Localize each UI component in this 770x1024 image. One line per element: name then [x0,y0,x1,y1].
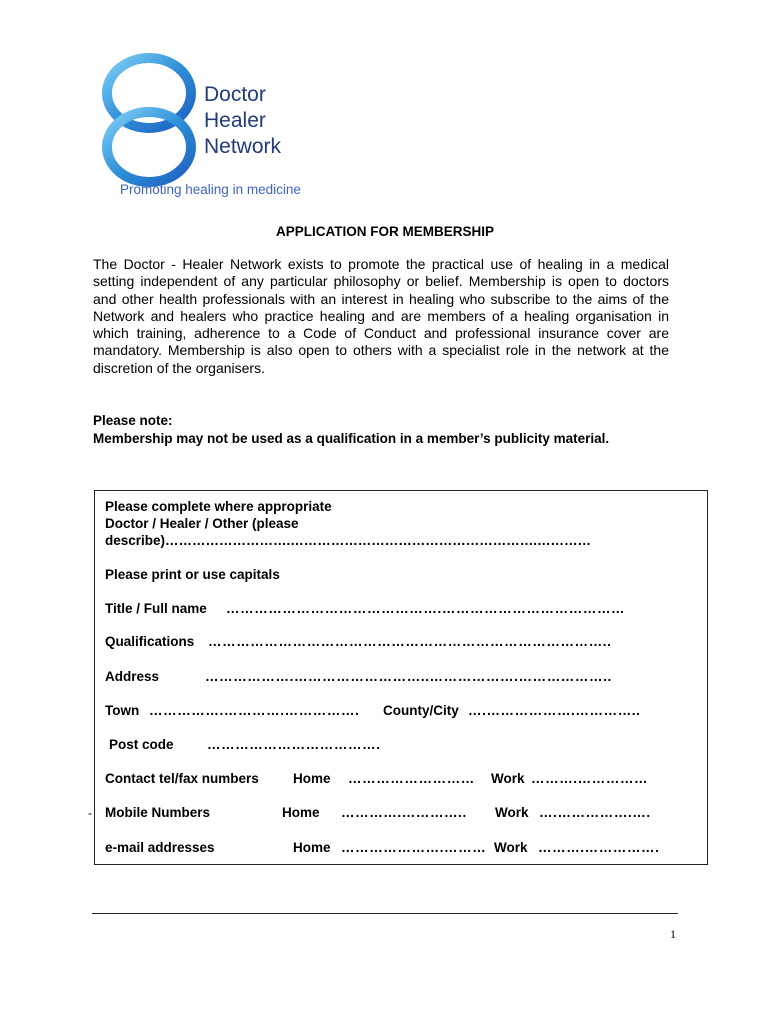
intro-paragraph: The Doctor - Healer Network exists to promote the practical use of healing in a medical setting independent of any particular philosophy or belief. Membership is open to doctors and other health professionals with an interest in healing who subscribe to the aims of the Network and healers who practice healing and are members of a healing organisation in which training, adherence to a Code of Conduct and professional insurance cover are mandatory. Membership is also open to others with a specialist role in the network at the discretion of the organisers. [93,256,669,376]
logo-word-network: Network [204,135,282,158]
address-field[interactable]: ……………….………………………..……………….……………….. [205,669,612,684]
address-label: Address [105,669,160,684]
member-type-label: Doctor / Healer / Other (please [105,516,299,531]
contact-label: Contact tel/fax numbers [105,771,259,786]
print-instruction: Please print or use capitals [105,567,280,582]
mobile-work-field[interactable]: ….…………….…. [539,805,651,820]
logo-word-doctor: Doctor [204,83,266,106]
email-home-field[interactable]: ………………….……… [341,840,487,855]
logo-tagline: Promoting healing in medicine [120,182,301,197]
contact-home-label: Home [293,771,331,786]
email-home-label: Home [293,840,331,855]
note-heading: Please note: [93,413,173,428]
contact-work-label: Work [491,771,525,786]
qualifications-label: Qualifications [105,634,195,649]
mobile-work-label: Work [495,805,529,820]
county-label: County/City [383,703,459,718]
postcode-field[interactable]: ………………………………. [207,737,381,752]
mobile-home-field[interactable]: ………….………….. [341,805,467,820]
form-heading: Please complete where appropriate [105,499,332,514]
email-work-label: Work [494,840,528,855]
rings-icon [94,48,204,198]
member-type-describe-field[interactable]: describe)……………………….……………………………………………….………… [105,533,592,548]
contact-home-field[interactable]: ……………………… [348,771,475,786]
page-title: APPLICATION FOR MEMBERSHIP [275,224,494,239]
email-work-field[interactable]: ……….……………. [538,840,660,855]
mobile-label: Mobile Numbers [105,805,211,820]
email-label: e-mail addresses [105,840,215,855]
town-field[interactable]: …………….………….……………. [149,703,360,718]
logo-word-healer: Healer [204,109,266,132]
page-number: 1 [670,927,676,941]
contact-work-field[interactable]: ……….…………… [531,771,649,786]
mobile-home-label: Home [282,805,320,820]
note-block [93,412,609,447]
stray-mark: - [88,806,92,820]
title-fullname-label: Title / Full name [105,601,207,616]
town-label: Town [105,703,140,718]
footer-rule [92,913,678,914]
title-fullname-field[interactable]: ……………………………………….………………………………… [226,601,626,616]
logo [94,48,324,204]
qualifications-field[interactable]: ………………………………………………………………………….. [208,634,612,649]
postcode-label: Post code [109,737,174,752]
note-text: Membership may not be used as a qualification in a member’s publicity material. [93,430,610,446]
county-field[interactable]: ….……………….………….. [468,703,641,718]
